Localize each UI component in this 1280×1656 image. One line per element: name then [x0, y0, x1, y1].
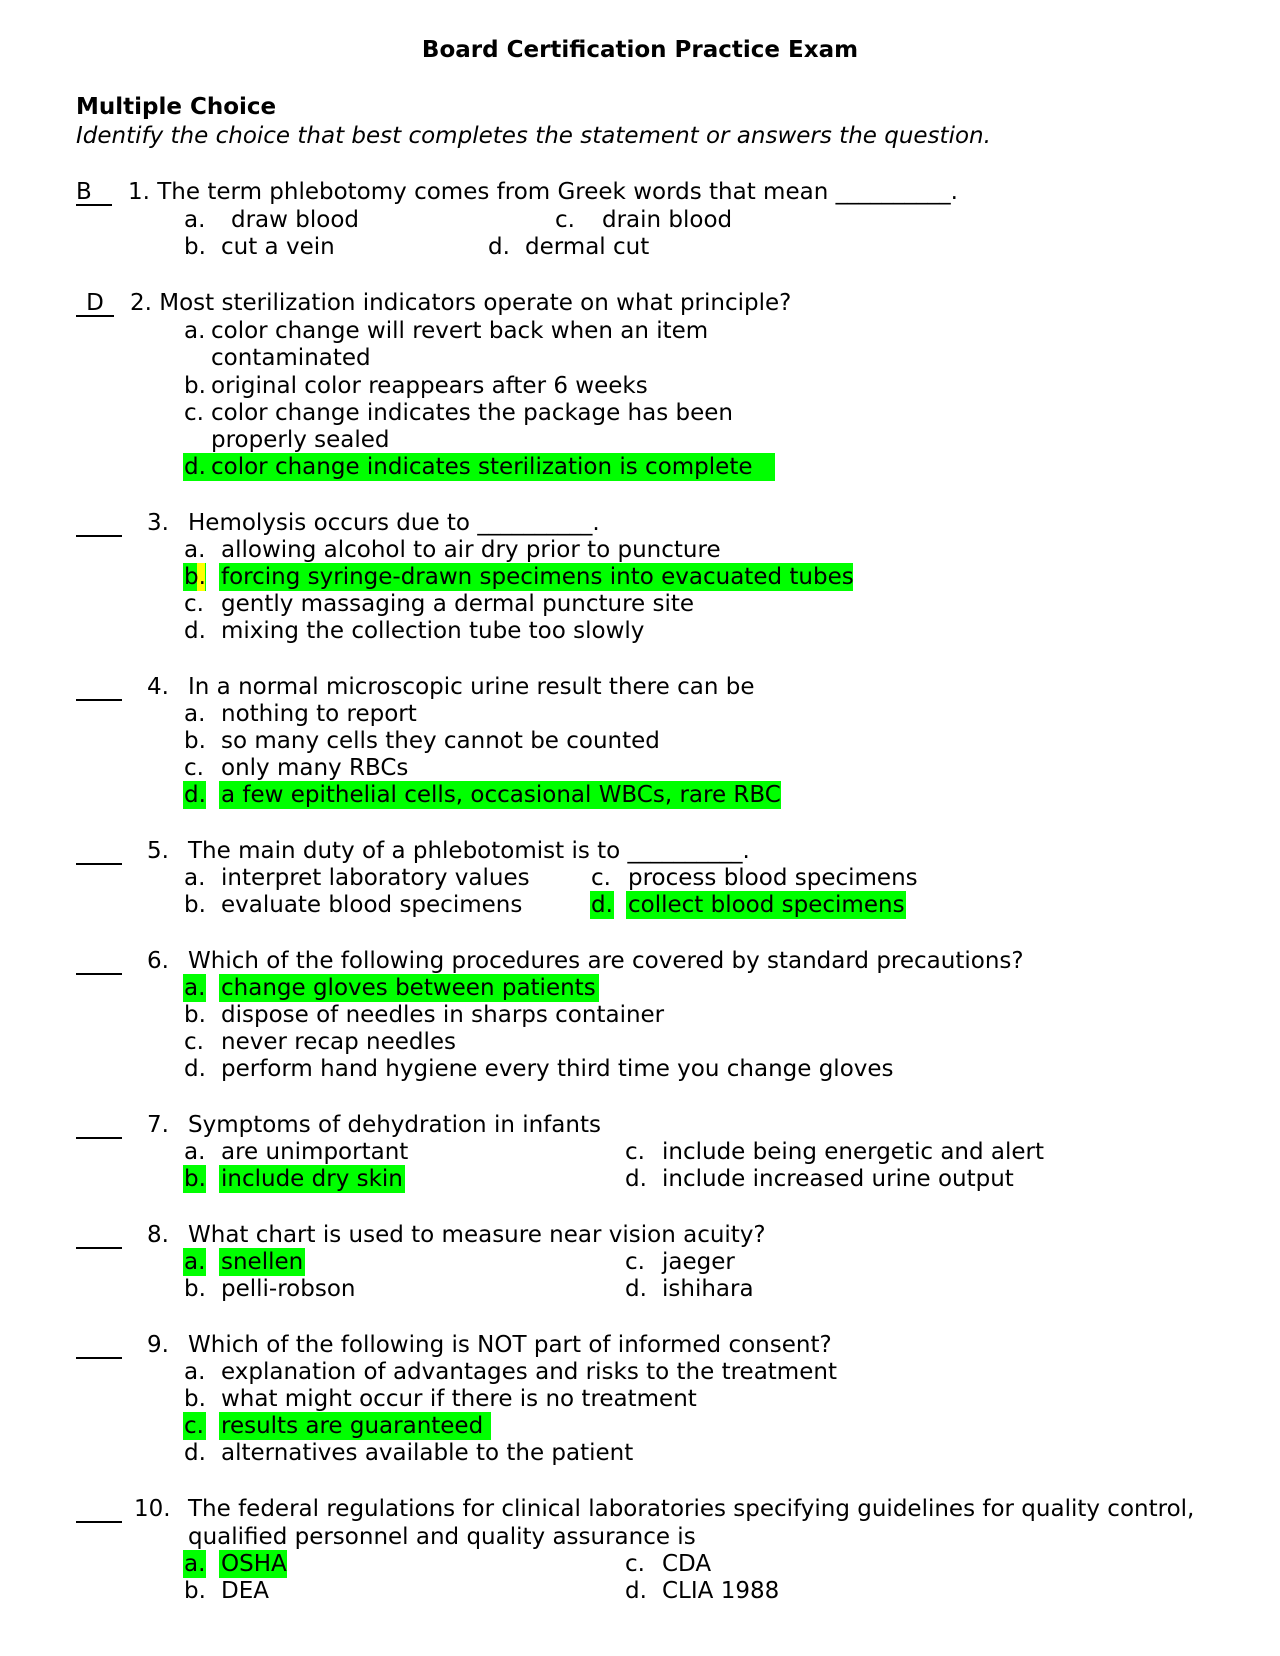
q9-choice-a-letter: a. [184, 1359, 206, 1385]
q3-choice-b-letter: b. [184, 564, 206, 590]
q5-choice-b: evaluate blood specimens [221, 892, 523, 918]
q6-choice-a-letter: a. [184, 975, 206, 1001]
answer-blank-4[interactable] [76, 673, 122, 701]
q9-number: 9. [147, 1332, 169, 1358]
q2-choice-c-letter: c. [184, 400, 204, 426]
q3-number: 3. [147, 510, 169, 536]
q7-choice-a-letter: a. [184, 1139, 206, 1165]
question-1-stem: 1. The term phlebotomy comes from Greek words that mean __________. [128, 179, 958, 205]
q3-choice-d: mixing the collection tube too slowly [221, 618, 645, 644]
q9-choice-a: explanation of advantages and risks to the treatment [221, 1359, 837, 1385]
q10-choice-d: CLIA 1988 [662, 1578, 780, 1604]
q10-choice-d-letter: d. [625, 1578, 647, 1604]
q6-number: 6. [147, 948, 169, 974]
q8-choice-a: snellen [221, 1249, 304, 1275]
q9-choice-c-letter: c. [184, 1413, 204, 1439]
instructions: Identify the choice that best completes the statement or answers the question. [76, 123, 991, 149]
q2-choice-d-letter: d. [184, 454, 206, 480]
q2-choice-c-line2: properly sealed [211, 427, 390, 453]
q10-choice-b: DEA [221, 1578, 269, 1604]
answer-blank-2[interactable]: D [76, 289, 114, 317]
q4-choice-b: so many cells they cannot be counted [221, 728, 660, 754]
q9-choice-d-letter: d. [184, 1440, 206, 1466]
q10-choice-a-letter: a. [184, 1551, 206, 1577]
q8-number: 8. [147, 1222, 169, 1248]
q4-choice-a-letter: a. [184, 701, 206, 727]
q2-choice-a-line2: contaminated [211, 345, 371, 371]
q8-choice-b: pelli-robson [221, 1276, 356, 1302]
q8-choice-d-letter: d. [625, 1276, 647, 1302]
q3-choice-c: gently massaging a dermal puncture site [221, 591, 695, 617]
q7-choice-d-letter: d. [625, 1166, 647, 1192]
answer-blank-7[interactable] [76, 1111, 122, 1139]
q4-number: 4. [147, 674, 169, 700]
answer-blank-3[interactable] [76, 509, 122, 537]
q7-choice-c-letter: c. [625, 1139, 645, 1165]
answer-blank-9[interactable] [76, 1331, 122, 1359]
q2-choice-a-letter: a. [184, 318, 206, 344]
answer-blank-6[interactable] [76, 947, 122, 975]
question-2-stem: 2. Most sterilization indicators operate on what principle? [130, 290, 792, 316]
q8-choice-c: jaeger [662, 1249, 735, 1275]
q2-choice-d: color change indicates sterilization is complete [211, 454, 753, 480]
q7-choice-d: include increased urine output [662, 1166, 1014, 1192]
q3-choice-c-letter: c. [184, 591, 204, 617]
answer-blank-10[interactable] [76, 1495, 122, 1523]
q7-choice-a: are unimportant [221, 1139, 409, 1165]
q4-choice-d: a few epithelial cells, occasional WBCs, rare RBC [221, 782, 781, 808]
question-6-stem: Which of the following procedures are covered by standard precautions? [188, 948, 1024, 974]
q10-number: 10. [134, 1496, 171, 1522]
q8-choice-a-letter: a. [184, 1249, 206, 1275]
q9-choice-b: what might occur if there is no treatment [221, 1386, 697, 1412]
q3-choice-a-letter: a. [184, 537, 206, 563]
answer-blank-1[interactable]: B [76, 178, 112, 206]
q4-choice-b-letter: b. [184, 728, 206, 754]
q4-choice-c: only many RBCs [221, 755, 409, 781]
q5-choice-d: collect blood specimens [628, 892, 905, 918]
page-title: Board Certification Practice Exam [421, 37, 859, 63]
question-4-stem: In a normal microscopic urine result there can be [188, 674, 755, 700]
q8-choice-c-letter: c. [625, 1249, 645, 1275]
q3-choice-a: allowing alcohol to air dry prior to puncture [221, 537, 721, 563]
q7-choice-b: include dry skin [221, 1166, 403, 1192]
q6-choice-d-letter: d. [184, 1056, 206, 1082]
q9-choice-b-letter: b. [184, 1386, 206, 1412]
q6-choice-b-letter: b. [184, 1002, 206, 1028]
question-9-stem: Which of the following is NOT part of informed consent? [188, 1332, 832, 1358]
q1-choice-a: draw blood [231, 207, 360, 233]
q7-choice-b-letter: b. [184, 1166, 206, 1192]
q5-number: 5. [147, 838, 169, 864]
q1-choice-d-letter: d. [488, 234, 510, 260]
q4-choice-c-letter: c. [184, 755, 204, 781]
question-10-stem-line2: qualified personnel and quality assurance is [188, 1524, 696, 1550]
q3-choice-b: forcing syringe-drawn specimens into evacuated tubes [221, 564, 854, 590]
q6-choice-c-letter: c. [184, 1029, 204, 1055]
q3-choice-d-letter: d. [184, 618, 206, 644]
question-3-stem: Hemolysis occurs due to __________. [188, 510, 600, 536]
question-5-stem: The main duty of a phlebotomist is to __________. [188, 838, 750, 864]
q10-choice-a: OSHA [221, 1551, 287, 1577]
question-8-stem: What chart is used to measure near vision acuity? [188, 1222, 766, 1248]
q1-choice-c: drain blood [602, 207, 733, 233]
q5-choice-c: process blood specimens [628, 865, 918, 891]
section-heading: Multiple Choice [76, 94, 277, 120]
q1-choice-c-letter: c. [555, 207, 575, 233]
q1-choice-a-letter: a. [184, 207, 206, 233]
q7-number: 7. [147, 1112, 169, 1138]
q6-choice-d: perform hand hygiene every third time you change gloves [221, 1056, 894, 1082]
q7-choice-c: include being energetic and alert [662, 1139, 1045, 1165]
q5-choice-d-letter: d. [591, 892, 613, 918]
q8-choice-d: ishihara [662, 1276, 754, 1302]
q6-choice-c: never recap needles [221, 1029, 457, 1055]
q9-choice-d: alternatives available to the patient [221, 1440, 634, 1466]
q2-choice-b-letter: b. [184, 373, 206, 399]
q5-choice-a-letter: a. [184, 865, 206, 891]
q6-choice-b: dispose of needles in sharps container [221, 1002, 665, 1028]
q5-choice-a: interpret laboratory values [221, 865, 530, 891]
q1-choice-b: cut a vein [221, 234, 335, 260]
q2-choice-c-line1: color change indicates the package has been [211, 400, 733, 426]
q5-choice-b-letter: b. [184, 892, 206, 918]
question-7-stem: Symptoms of dehydration in infants [188, 1112, 601, 1138]
q10-choice-c: CDA [662, 1551, 712, 1577]
answer-blank-5[interactable] [76, 837, 122, 865]
q9-choice-c: results are guaranteed [221, 1413, 484, 1439]
q1-choice-b-letter: b. [184, 234, 206, 260]
question-10-stem-line1: The federal regulations for clinical laboratories specifying guidelines for quality control, [188, 1496, 1195, 1522]
q4-choice-a: nothing to report [221, 701, 417, 727]
q5-choice-c-letter: c. [591, 865, 611, 891]
q6-choice-a: change gloves between patients [221, 975, 596, 1001]
q10-choice-c-letter: c. [625, 1551, 645, 1577]
q4-choice-d-letter: d. [184, 782, 206, 808]
q8-choice-b-letter: b. [184, 1276, 206, 1302]
q2-choice-b: original color reappears after 6 weeks [211, 373, 648, 399]
q1-choice-d: dermal cut [525, 234, 650, 260]
answer-blank-8[interactable] [76, 1221, 122, 1249]
q10-choice-b-letter: b. [184, 1578, 206, 1604]
q2-choice-a-line1: color change will revert back when an item [211, 318, 709, 344]
